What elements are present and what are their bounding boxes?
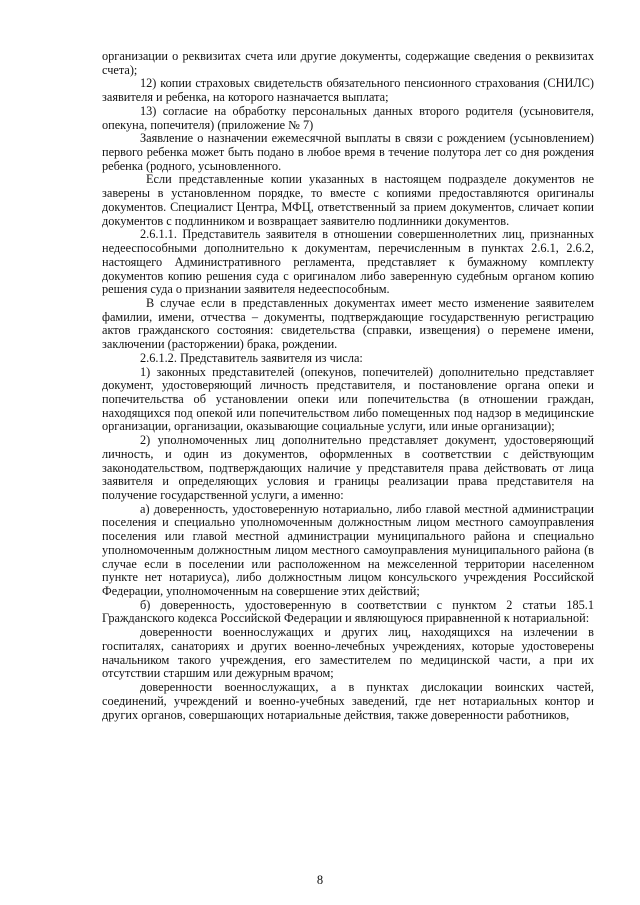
page-number: 8 bbox=[316, 873, 324, 887]
paragraph-8: 2.6.1.2. Представитель заявителя из числа: bbox=[140, 350, 363, 365]
paragraph-2: 12) копии страховых свидетельств обязательного пенсионного страхования (СНИЛС) заявителя и ребенка, на которого назначается выплата; bbox=[102, 76, 594, 105]
paragraph-1: организации о реквизитах счета или другие документы, содержащие сведения о реквизитах счета); bbox=[102, 49, 594, 77]
document-body bbox=[102, 50, 594, 722]
paragraph-9: 1) законных представителей (опекунов, попечителей) дополнительно представляет документ, удостоверяющий личность представителя, и постановление органа опеки и попечительства об установлении опеки или попечительства (в отношении граждан, находящихся под опекой или попечительством либо помещенных под надзор в медицинские организации, организации, оказывающие социальные услуги, или иные организации); bbox=[102, 364, 594, 434]
paragraph-6: 2.6.1.1. Представитель заявителя в отношении совершеннолетних лиц, признанных недееспособными дополнительно к документам, перечисленным в пунктах 2.6.1, 2.6.2, настоящего Административного регламента, представляет к бумажному комплекту документов копию решения суда с оригиналом либо заверенную судебным органом копию решения суда о признании заявителя недееспособным. bbox=[102, 227, 594, 297]
paragraph-10: 2) уполномоченных лиц дополнительно представляет документ, удостоверяющий личность, и один из документов, оформленных в соответствии с действующим законодательством, подтверждающих наличие у представителя права действовать от лица заявителя и определяющих условия и границы реализации права представителя на получение государственной услуги, а именно: bbox=[102, 433, 594, 502]
paragraph-4: Заявление о назначении ежемесячной выплаты в связи с рождением (усыновлением) первого ребенка может быть подано в любое время в течение полутора лет со дня рождения ребенка (родного, усыновленного. bbox=[102, 131, 594, 173]
paragraph-13: доверенности военнослужащих и других лиц, находящихся на излечении в госпиталях, санаториях и других военно-лечебных учреждениях, которые удостоверены начальником такого учреждения, его заместителем по медицинской части, а при их отсутствии старшим или дежурным врачом; bbox=[102, 625, 594, 681]
paragraph-5: Если представленные копии указанных в настоящем подразделе документов не заверены в установленном порядке, то вместе с копиями предоставляются оригиналы документов. Специалист Центра, МФЦ, ответственный за прием документов, сличает копии документов с подлинником и возвращает заявителю подлинники документов. bbox=[102, 172, 594, 228]
paragraph-11: а) доверенность, удостоверенную нотариально, либо главой местной администрации поселения и специально уполномоченным должностным лицом местного самоуправления поселения или главой местной администрации муниципального района и специально уполномоченным должностным лицом местного самоуправления муниципального района (в случае если в поселении или расположенном на межселенной территории населенном пункте нет нотариуса), либо должностным лицом консульского учреждения Российской Федерации, уполномоченным на совершение этих действий; bbox=[102, 501, 594, 599]
paragraph-7: В случае если в представленных документах имеет место изменение заявителем фамилии, имени, отчества – документы, подтверждающие государственную регистрацию актов гражданского состояния: свидетельства (справки, извещения) о перемене имени, заключении (расторжении) брака, рождении. bbox=[102, 295, 594, 352]
paragraph-14: доверенности военнослужащих, а в пунктах дислокации воинских частей, соединений, учреждений и военно-учебных заведений, где нет нотариальных контор и других органов, совершающих нотариальные действия, также доверенности работников, bbox=[102, 680, 594, 722]
paragraph-3: 13) согласие на обработку персональных данных второго родителя (усыновителя, опекуна, попечителя) (приложение № 7) bbox=[102, 103, 594, 132]
paragraph-12: б) доверенность, удостоверенную в соответствии с пунктом 2 статьи 185.1 Гражданского кодекса Российской Федерации и являющуюся приравненной к нотариальной: bbox=[102, 597, 594, 626]
